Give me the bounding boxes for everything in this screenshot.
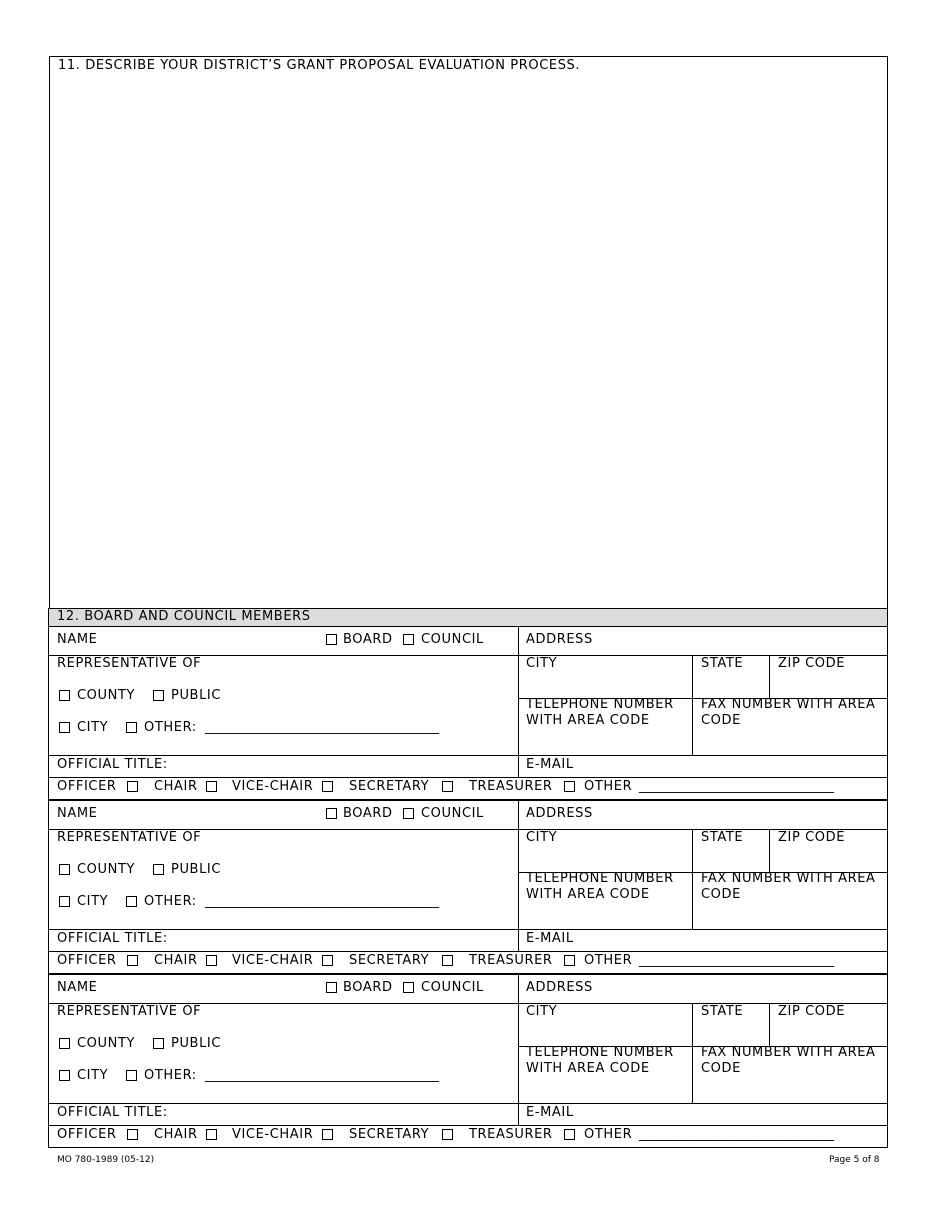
secretary-label: SECRETARY <box>349 1127 430 1142</box>
column-divider <box>518 627 519 777</box>
treasurer-checkbox[interactable] <box>442 1129 453 1140</box>
council-label: COUNCIL <box>421 980 484 995</box>
city-option-label: CITY <box>77 720 109 735</box>
column-divider <box>518 801 519 951</box>
treasurer-checkbox[interactable] <box>442 781 453 792</box>
secretary-checkbox[interactable] <box>322 781 333 792</box>
council-checkbox[interactable] <box>403 634 414 645</box>
vice-chair-label: VICE-CHAIR <box>232 779 314 794</box>
row-divider <box>49 777 887 778</box>
city-checkbox[interactable] <box>59 896 70 907</box>
other-option-label: OTHER: <box>144 720 197 735</box>
row-divider <box>49 1125 887 1126</box>
officer-label: OFFICER <box>57 953 117 968</box>
email-label: E-MAIL <box>526 931 574 946</box>
city-checkbox[interactable] <box>59 1070 70 1081</box>
telephone-label: TELEPHONE NUMBER <box>526 1045 674 1060</box>
other-blank[interactable]: ____________________________________ <box>205 1068 439 1083</box>
treasurer-checkbox[interactable] <box>442 955 453 966</box>
secretary-checkbox[interactable] <box>322 1129 333 1140</box>
treasurer-label: TREASURER <box>469 779 553 794</box>
secretary-label: SECRETARY <box>349 779 430 794</box>
representative-of-label: REPRESENTATIVE OF <box>57 830 202 845</box>
chair-checkbox[interactable] <box>127 781 138 792</box>
public-label: PUBLIC <box>171 688 222 703</box>
zip-code-label: ZIP CODE <box>778 1004 846 1019</box>
column-divider <box>769 655 770 698</box>
form-number: MO 780-1989 (05-12) <box>57 1155 155 1165</box>
representative-of-label: REPRESENTATIVE OF <box>57 1004 202 1019</box>
vice-chair-label: VICE-CHAIR <box>232 953 314 968</box>
row-divider <box>49 1103 887 1104</box>
chair-label: CHAIR <box>154 1127 198 1142</box>
other-blank[interactable]: ____________________________________ <box>205 894 439 909</box>
telephone-label: TELEPHONE NUMBER <box>526 697 674 712</box>
city-label: CITY <box>526 1004 558 1019</box>
public-checkbox[interactable] <box>153 1038 164 1049</box>
question-11-title: 11. DESCRIBE YOUR DISTRICT’S GRANT PROPOSAL EVALUATION PROCESS. <box>58 58 581 73</box>
county-checkbox[interactable] <box>59 690 70 701</box>
city-option-label: CITY <box>77 1068 109 1083</box>
chair-checkbox[interactable] <box>127 1129 138 1140</box>
other-officer-label: OTHER <box>584 953 633 968</box>
other-officer-label: OTHER <box>584 1127 633 1142</box>
council-label: COUNCIL <box>421 632 484 647</box>
chair-label: CHAIR <box>154 779 198 794</box>
board-checkbox[interactable] <box>326 634 337 645</box>
officer-label: OFFICER <box>57 779 117 794</box>
name-label: NAME <box>57 806 98 821</box>
council-checkbox[interactable] <box>403 808 414 819</box>
public-checkbox[interactable] <box>153 864 164 875</box>
vice-chair-checkbox[interactable] <box>206 781 217 792</box>
email-label: E-MAIL <box>526 1105 574 1120</box>
member-block <box>48 626 888 800</box>
secretary-label: SECRETARY <box>349 953 430 968</box>
fax-label-line2: CODE <box>701 713 741 728</box>
treasurer-label: TREASURER <box>469 953 553 968</box>
city-label: CITY <box>526 830 558 845</box>
official-title-label: OFFICIAL TITLE: <box>57 931 168 946</box>
row-divider <box>49 951 887 952</box>
name-label: NAME <box>57 632 98 647</box>
other-officer-blank[interactable]: ______________________________ <box>639 779 834 794</box>
column-divider <box>769 829 770 872</box>
other-officer-checkbox[interactable] <box>564 955 575 966</box>
column-divider <box>692 1003 693 1103</box>
official-title-label: OFFICIAL TITLE: <box>57 1105 168 1120</box>
other-officer-checkbox[interactable] <box>564 781 575 792</box>
state-label: STATE <box>701 830 744 845</box>
fax-label-line2: CODE <box>701 887 741 902</box>
secretary-checkbox[interactable] <box>322 955 333 966</box>
board-checkbox[interactable] <box>326 982 337 993</box>
column-divider <box>692 655 693 755</box>
other-officer-label: OTHER <box>584 779 633 794</box>
county-label: COUNTY <box>77 862 136 877</box>
member-block <box>48 800 888 974</box>
council-label: COUNCIL <box>421 806 484 821</box>
telephone-label-line2: WITH AREA CODE <box>526 1061 650 1076</box>
question-12-header <box>48 608 888 627</box>
vice-chair-label: VICE-CHAIR <box>232 1127 314 1142</box>
board-checkbox[interactable] <box>326 808 337 819</box>
board-label: BOARD <box>343 632 393 647</box>
other-checkbox[interactable] <box>126 722 137 733</box>
other-checkbox[interactable] <box>126 1070 137 1081</box>
address-label: ADDRESS <box>526 980 593 995</box>
treasurer-label: TREASURER <box>469 1127 553 1142</box>
city-label: CITY <box>526 656 558 671</box>
fax-label: FAX NUMBER WITH AREA <box>701 1045 876 1060</box>
other-officer-blank[interactable]: ______________________________ <box>639 953 834 968</box>
council-checkbox[interactable] <box>403 982 414 993</box>
other-officer-blank[interactable]: ______________________________ <box>639 1127 834 1142</box>
telephone-label: TELEPHONE NUMBER <box>526 871 674 886</box>
county-checkbox[interactable] <box>59 1038 70 1049</box>
other-option-label: OTHER: <box>144 1068 197 1083</box>
public-label: PUBLIC <box>171 1036 222 1051</box>
page-number: Page 5 of 8 <box>829 1155 880 1165</box>
row-divider <box>49 755 887 756</box>
state-label: STATE <box>701 656 744 671</box>
county-checkbox[interactable] <box>59 864 70 875</box>
other-blank[interactable]: ____________________________________ <box>205 720 439 735</box>
column-divider <box>518 975 519 1125</box>
address-label: ADDRESS <box>526 806 593 821</box>
official-title-label: OFFICIAL TITLE: <box>57 757 168 772</box>
email-label: E-MAIL <box>526 757 574 772</box>
board-label: BOARD <box>343 980 393 995</box>
column-divider <box>692 829 693 929</box>
other-option-label: OTHER: <box>144 894 197 909</box>
officer-label: OFFICER <box>57 1127 117 1142</box>
column-divider <box>769 1003 770 1046</box>
public-checkbox[interactable] <box>153 690 164 701</box>
county-label: COUNTY <box>77 688 136 703</box>
representative-of-label: REPRESENTATIVE OF <box>57 656 202 671</box>
city-option-label: CITY <box>77 894 109 909</box>
member-block <box>48 974 888 1148</box>
other-officer-checkbox[interactable] <box>564 1129 575 1140</box>
address-label: ADDRESS <box>526 632 593 647</box>
chair-label: CHAIR <box>154 953 198 968</box>
name-label: NAME <box>57 980 98 995</box>
telephone-label-line2: WITH AREA CODE <box>526 887 650 902</box>
other-checkbox[interactable] <box>126 896 137 907</box>
vice-chair-checkbox[interactable] <box>206 1129 217 1140</box>
public-label: PUBLIC <box>171 862 222 877</box>
state-label: STATE <box>701 1004 744 1019</box>
city-checkbox[interactable] <box>59 722 70 733</box>
chair-checkbox[interactable] <box>127 955 138 966</box>
question-11-box[interactable] <box>49 56 888 613</box>
telephone-label-line2: WITH AREA CODE <box>526 713 650 728</box>
question-12-title: 12. BOARD AND COUNCIL MEMBERS <box>57 609 311 624</box>
fax-label: FAX NUMBER WITH AREA <box>701 871 876 886</box>
row-divider <box>49 929 887 930</box>
zip-code-label: ZIP CODE <box>778 830 846 845</box>
county-label: COUNTY <box>77 1036 136 1051</box>
fax-label-line2: CODE <box>701 1061 741 1076</box>
board-label: BOARD <box>343 806 393 821</box>
fax-label: FAX NUMBER WITH AREA <box>701 697 876 712</box>
vice-chair-checkbox[interactable] <box>206 955 217 966</box>
zip-code-label: ZIP CODE <box>778 656 846 671</box>
